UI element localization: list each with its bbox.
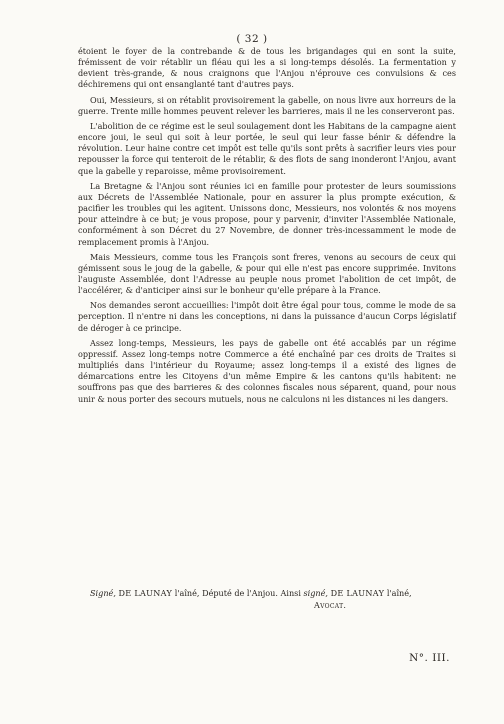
paragraph-4: La Bretagne & l'Anjou sont réunies ici en famille pour protester de leurs soumissions aux Décrets de l'Assemblée Nationale, pour en assurer la plus prompte exécution, & pacifier les troubles qui les agitent. Unissons donc, Messieurs, nos volontés & nos moyens pour atteindre à ce but; je vous propose, pour y parvenir, d'inviter l'Assemblée Nationale, conformément à son Décret du 27 Novembre, de donner très-incessamment le mode de remplacement promis à l'Anjou. (78, 180, 456, 247)
document-number-mark: N°. III. (409, 652, 450, 664)
paragraph-1: étoient le foyer de la contrebande & de tous les brigandages qui en sont la suite, frémissent de voir rétablir un fléau qui les a si long-temps désolés. La fermentation y devient très-grande, & nous craignons que l'Anjou n'éprouve ces convulsions & ces déchiremens qui ont ensanglanté tant d'autres pays. (78, 46, 456, 90)
signature-block (78, 588, 468, 611)
paragraph-7: Assez long-temps, Messieurs, les pays de gabelle ont été accablés par un régime oppressif. Assez long-temps notre Commerce a été enchaîné par ces droits de Traites si multipliés dans l'intérieur du Royaume; assez long-temps il a existé des lignes de démarcations entre les Citoyens d'un même Empire & les cantons qu'ils habitent: ne souffrons pas que des barrieres & des colonnes fiscales nous séparent, quand, pour nous unir & nous porter des secours mutuels, nous ne calculons ni les distances ni les dangers. (78, 337, 456, 404)
signed-label: Signé, (90, 588, 116, 598)
page-number: ( 32 ) (236, 33, 268, 45)
paragraph-3: L'abolition de ce régime est le seul soulagement dont les Habitans de la campagne aient encore joui, le seul qui soit à leur portée, le seul qui leur fasse bénir & défendre la révolution. Leur haine contre cet impôt est telle qu'ils sont prêts à sacrifier leurs vies pour repousser la force qui tenteroit de le rétablir, & des flots de sang inonderont l'Anjou, avant que la gabelle y reparoisse, même provisoirement. (78, 120, 456, 176)
signatory-role: l'aîné, Député de l'Anjou. Ainsi (174, 588, 301, 598)
signatory-suffix-second: l'aîné, (386, 588, 412, 598)
signatory-name: DE LAUNAY (118, 588, 173, 598)
signatory-title: Avocat. (314, 599, 347, 610)
paragraph-2: Oui, Messieurs, si on rétablit provisoirement la gabelle, on nous livre aux horreurs de la guerre. Trente mille hommes peuvent relever les barrieres, mais il ne les conserveront pas. (78, 94, 456, 116)
paragraph-6: Nos demandes seront accueillies: l'impôt doit être égal pour tous, comme le mode de sa perception. Il n'entre ni dans les conceptions, ni dans la puissance d'aucun Corps législatif de déroger à ce principe. (78, 300, 456, 333)
signed-label-second: signé, (303, 588, 328, 598)
body-text (78, 46, 456, 409)
paragraph-5: Mais Messieurs, comme tous les François sont freres, venons au secours de ceux qui gémissent sous le joug de la gabelle, & pour qui elle n'est pas encore supprimée. Invitons l'auguste Assemblée, dont l'Adresse au peuple nous promet l'abolition de cet impôt, de l'accélérer, & d'anticiper ainsi sur le bonheur qu'elle prépare à la France. (78, 251, 456, 296)
signatory-name-second: DE LAUNAY (330, 588, 385, 598)
signatory-title-row (78, 600, 468, 612)
signature-line (78, 588, 468, 600)
